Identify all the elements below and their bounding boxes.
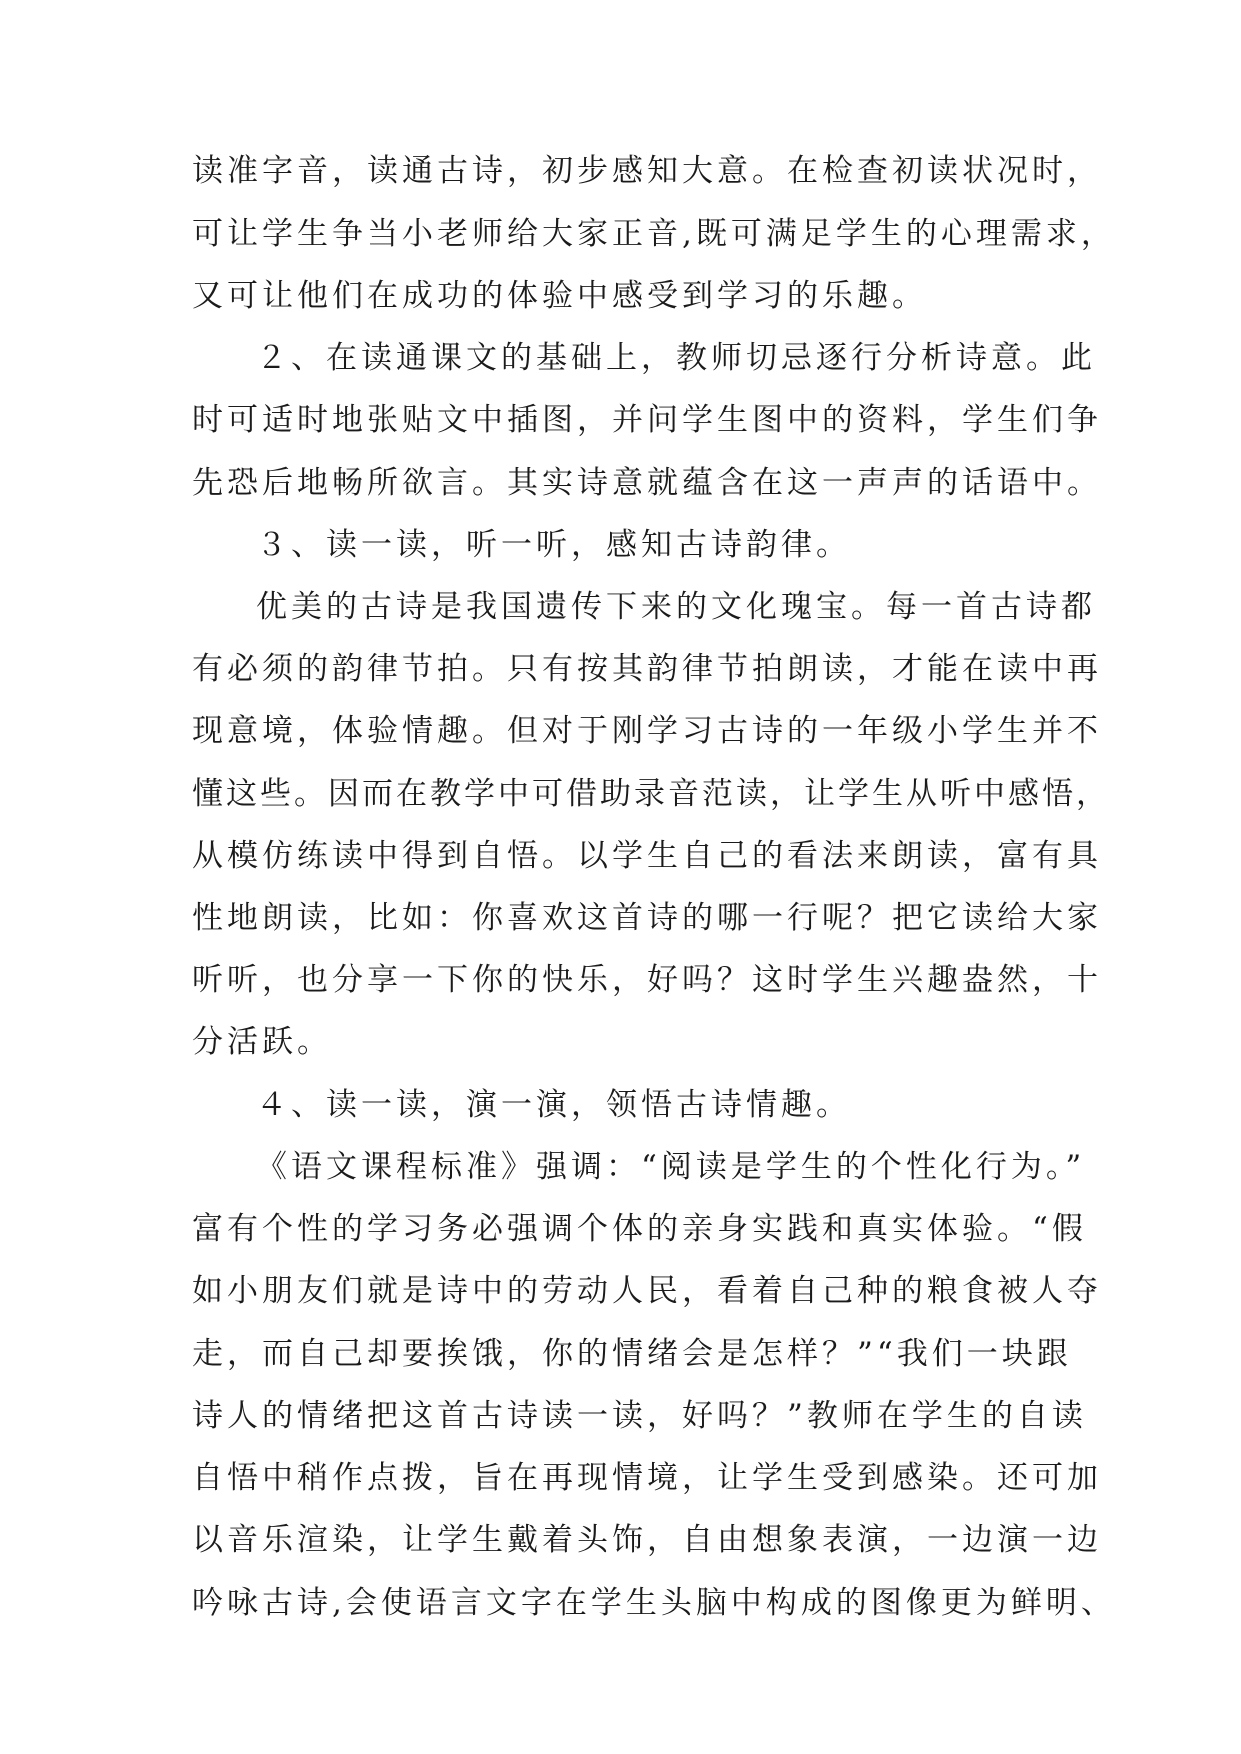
paragraph-line: 如小朋友们就是诗中的劳动人民，看着自己种的粮食被人夺 (192, 1273, 1102, 1309)
paragraph-line: 先恐后地畅所欲言。其实诗意就蕴含在这一声声的话语中。 (192, 465, 1102, 501)
paragraph-line: ２、在读通课文的基础上，教师切忌逐行分析诗意。此 (256, 340, 1096, 376)
paragraph-line: 有必须的韵律节拍。只有按其韵律节拍朗读，才能在读中再 (192, 651, 1102, 687)
paragraph-line: 从模仿练读中得到自悟。以学生自己的看法来朗读，富有具 (192, 838, 1102, 874)
paragraph-line: 富有个性的学习务必强调个体的亲身实践和真实体验。“假 (192, 1211, 1087, 1247)
paragraph-line: 以音乐渲染，让学生戴着头饰，自由想象表演，一边演一边 (192, 1522, 1102, 1558)
paragraph-line: 分活跃。 (192, 1024, 332, 1060)
paragraph-line: 性地朗读，比如：你喜欢这首诗的哪一行呢？把它读给大家 (192, 900, 1102, 936)
paragraph-line: 懂这些。因而在教学中可借助录音范读，让学生从听中感悟， (192, 776, 1110, 812)
paragraph-line: 时可适时地张贴文中插图，并问学生图中的资料，学生们争 (192, 402, 1102, 438)
paragraph-line: ４、读一读，演一演，领悟古诗情趣。 (256, 1087, 851, 1123)
paragraph-line: 可让学生争当小老师给大家正音,既可满足学生的心理需求， (192, 216, 1116, 252)
paragraph-line: 吟咏古诗,会使语言文字在学生头脑中构成的图像更为鲜明、 (192, 1585, 1116, 1621)
paragraph-line: 走，而自己却要挨饿，你的情绪会是怎样？”“我们一块跟 (192, 1336, 1072, 1372)
paragraph-line: ３、读一读，听一听，感知古诗韵律。 (256, 527, 851, 563)
paragraph-line: 听听，也分享一下你的快乐，好吗？这时学生兴趣盎然，十 (192, 962, 1102, 998)
paragraph-line: 《语文课程标准》强调：“阅读是学生的个性化行为。” (256, 1149, 1086, 1185)
paragraph-line: 诗人的情绪把这首古诗读一读，好吗？”教师在学生的自读 (192, 1398, 1087, 1434)
paragraph-line: 自悟中稍作点拨，旨在再现情境，让学生受到感染。还可加 (192, 1460, 1102, 1496)
paragraph-line: 优美的古诗是我国遗传下来的文化瑰宝。每一首古诗都 (256, 589, 1096, 625)
paragraph-line: 读准字音，读通古诗，初步感知大意。在检查初读状况时， (192, 153, 1102, 189)
paragraph-line: 又可让他们在成功的体验中感受到学习的乐趣。 (192, 278, 927, 314)
paragraph-line: 现意境，体验情趣。但对于刚学习古诗的一年级小学生并不 (192, 713, 1102, 749)
